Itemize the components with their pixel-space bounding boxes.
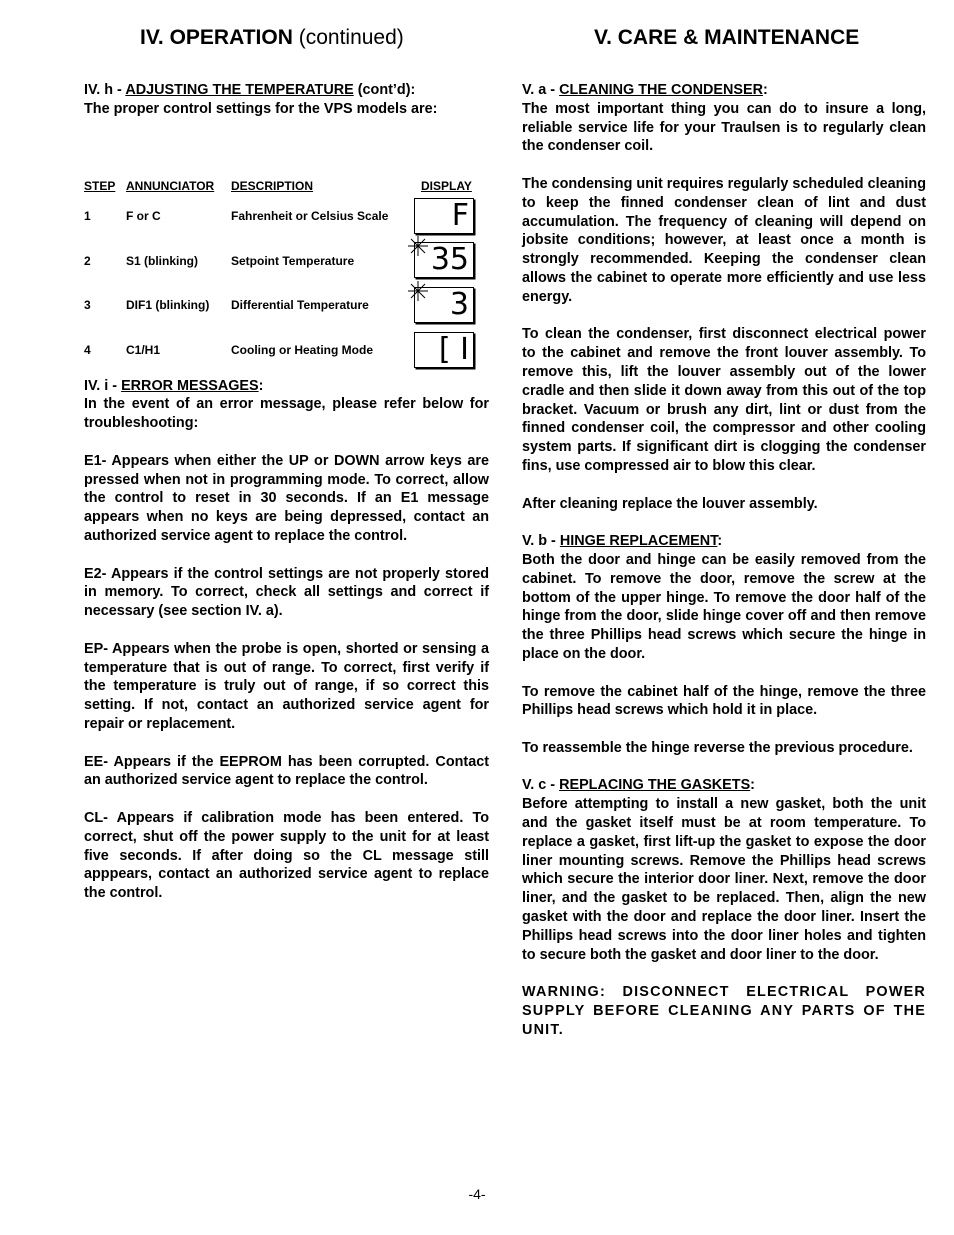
- page-number: -4-: [468, 1186, 486, 1202]
- col-header-description: DESCRIPTION: [231, 178, 314, 193]
- section-i-heading: [84, 377, 489, 396]
- section-c-paragraph: Before attempting to install a new gasket, both the unit and the gasket itself must be at room temperature. To replace a gasket, first lift-up the gasket to expose the door liner mounting screws. Remove the Phillips head screws which secure the interior door liner. Next, remove the door liner, and the gasket to be replaced. Then, align the new gasket with the door and replace the door liner. Insert the Phillips head screws into the door liner holes and tighten to secure both the gasket and door liner to the door.: [522, 796, 926, 963]
- row-step: 3: [84, 297, 91, 312]
- right-page-title: V. CARE & MAINTENANCE: [594, 26, 860, 49]
- section-h-intro: The proper control settings for the VPS models are:: [84, 100, 438, 117]
- section-c-suffix: :: [750, 777, 755, 794]
- section-a-suffix: :: [762, 82, 768, 98]
- section-i-prefix: IV. i -: [84, 377, 122, 394]
- section-a-prefix: V. a -: [522, 82, 560, 98]
- row-annunciator: S1 (blinking): [126, 253, 198, 268]
- row-step: 2: [84, 253, 91, 268]
- col-header-display: DISPLAY: [421, 178, 472, 193]
- row-description: Differential Temperature: [231, 297, 369, 312]
- row-step: 1: [84, 208, 91, 223]
- display-readout-blinking: [414, 242, 474, 278]
- section-b-suffix: :: [717, 533, 723, 550]
- error-message-cl: CL- Appears if calibration mode has been entered. To correct, shut off the power supply to the unit for at least five seconds. If after doing so the CL message still apppears, contact an authorized service agent to replace the control.: [84, 809, 489, 902]
- section-i-intro: In the event of an error message, please refer below for troubleshooting:: [84, 396, 489, 432]
- section-a-paragraph: The most important thing you can do to insure a long, reliable service life for your Traulsen is to regularly clean the condenser coil.: [522, 100, 926, 155]
- error-message-ee: EE- Appears if the EEPROM has been corrupted. Contact an authorized service agent to replace the control.: [84, 753, 489, 789]
- section-b-prefix: V. b -: [522, 533, 560, 550]
- error-message-ep: EP- Appears when the probe is open, shorted or sensing a temperature that is out of range. To correct, first verify if the temperature is truly out of range, if so correct this setting. If not, contact an authorized service agent for repair or replacement.: [84, 640, 489, 732]
- section-i-title: ERROR MESSAGES: [121, 377, 259, 394]
- section-a-title: CLEANING THE CONDENSER: [559, 82, 763, 98]
- col-header-step: STEP: [84, 178, 116, 193]
- section-h-heading: [84, 81, 489, 100]
- left-title-bold: IV. OPERATION: [140, 26, 293, 49]
- row-annunciator: F or C: [126, 208, 161, 223]
- section-h-suffix: (cont’d):: [353, 82, 416, 98]
- warning-text: WARNING: DISCONNECT ELECTRICAL POWER SUPPLY BEFORE CLEANING ANY PARTS OF THE UNIT.: [522, 984, 926, 1038]
- col-header-annunciator: ANNUNCIATOR: [126, 178, 215, 193]
- row-description: Setpoint Temperature: [231, 253, 355, 268]
- section-a-heading: [522, 81, 926, 100]
- section-b-paragraph: To reassemble the hinge reverse the previous procedure.: [522, 739, 913, 756]
- row-description: Cooling or Heating Mode: [231, 342, 373, 357]
- section-b-title: HINGE REPLACEMENT: [559, 533, 718, 550]
- row-description: Fahrenheit or Celsius Scale: [231, 208, 389, 223]
- row-step: 4: [84, 342, 91, 357]
- display-readout: [ I: [414, 332, 474, 368]
- section-b-paragraph: To remove the cabinet half of the hinge, remove the three Phillips head screws which hold it in place.: [522, 683, 926, 719]
- section-h-title: ADJUSTING THE TEMPERATURE: [125, 82, 354, 98]
- section-a-paragraph: After cleaning replace the louver assembly.: [522, 495, 818, 512]
- row-annunciator: DIF1 (blinking): [126, 297, 210, 312]
- section-c-heading: [522, 776, 926, 795]
- left-column: [84, 81, 489, 922]
- section-h-prefix: IV. h -: [84, 82, 126, 98]
- control-settings-table: [84, 119, 489, 367]
- section-a-paragraph: To clean the condenser, first disconnect electrical power to the cabinet and remove the front louver assembly. To remove this, lift the louver assembly out of the lower cradle and then slide it down away from this out of the top bracket. Vacuum or brush any dirt, lint or dust from the finned condenser coil, the compressor and other cooling system parts. If significant dirt is clogging the condenser fins, use compressed air to blow this clear.: [522, 326, 926, 474]
- display-value: 3: [449, 286, 469, 322]
- section-b-paragraph: Both the door and hinge can be easily removed from the cabinet. To remove the door, remove the screw at the bottom of the upper hinge. To remove the door half of the hinge from the door, slide hinge cover off and then remove the three Phillips head screws which secure the hinge in place on the door.: [522, 551, 926, 662]
- left-page-title: [140, 24, 404, 52]
- left-title-light: (continued): [298, 26, 404, 49]
- section-c-title: REPLACING THE GASKETS: [559, 777, 751, 794]
- section-c-prefix: V. c -: [522, 777, 560, 794]
- right-column: [522, 81, 926, 1058]
- display-value: 35: [430, 241, 469, 277]
- row-annunciator: C1/H1: [126, 342, 161, 357]
- section-i-suffix: :: [258, 377, 264, 394]
- section-b-heading: [522, 532, 926, 551]
- error-message-e2: E2- Appears if the control settings are not properly stored in memory. To correct, check all settings and correct if necessary (see section IV. a).: [84, 565, 489, 620]
- display-readout-blinking: [414, 287, 474, 323]
- error-message-e1: E1- Appears when either the UP or DOWN arrow keys are pressed when not in programming mode. To correct, allow the control to reset in 30 seconds. If an E1 message appears when no keys are being depressed, contact an authorized service agent to replace the control.: [84, 452, 489, 544]
- section-a-paragraph: The condensing unit requires regularly scheduled cleaning to keep the finned condenser clean of lint and dust accumulation. The frequency of cleaning will depend on jobsite conditions; however, at least once a month is strongly recommended. Keeping the condenser clean allows the cabinet to operate more efficiently and use less energy.: [522, 175, 926, 305]
- blinking-indicator-icon: [407, 235, 429, 257]
- display-readout: F: [414, 198, 474, 234]
- blinking-indicator-icon: [407, 280, 429, 302]
